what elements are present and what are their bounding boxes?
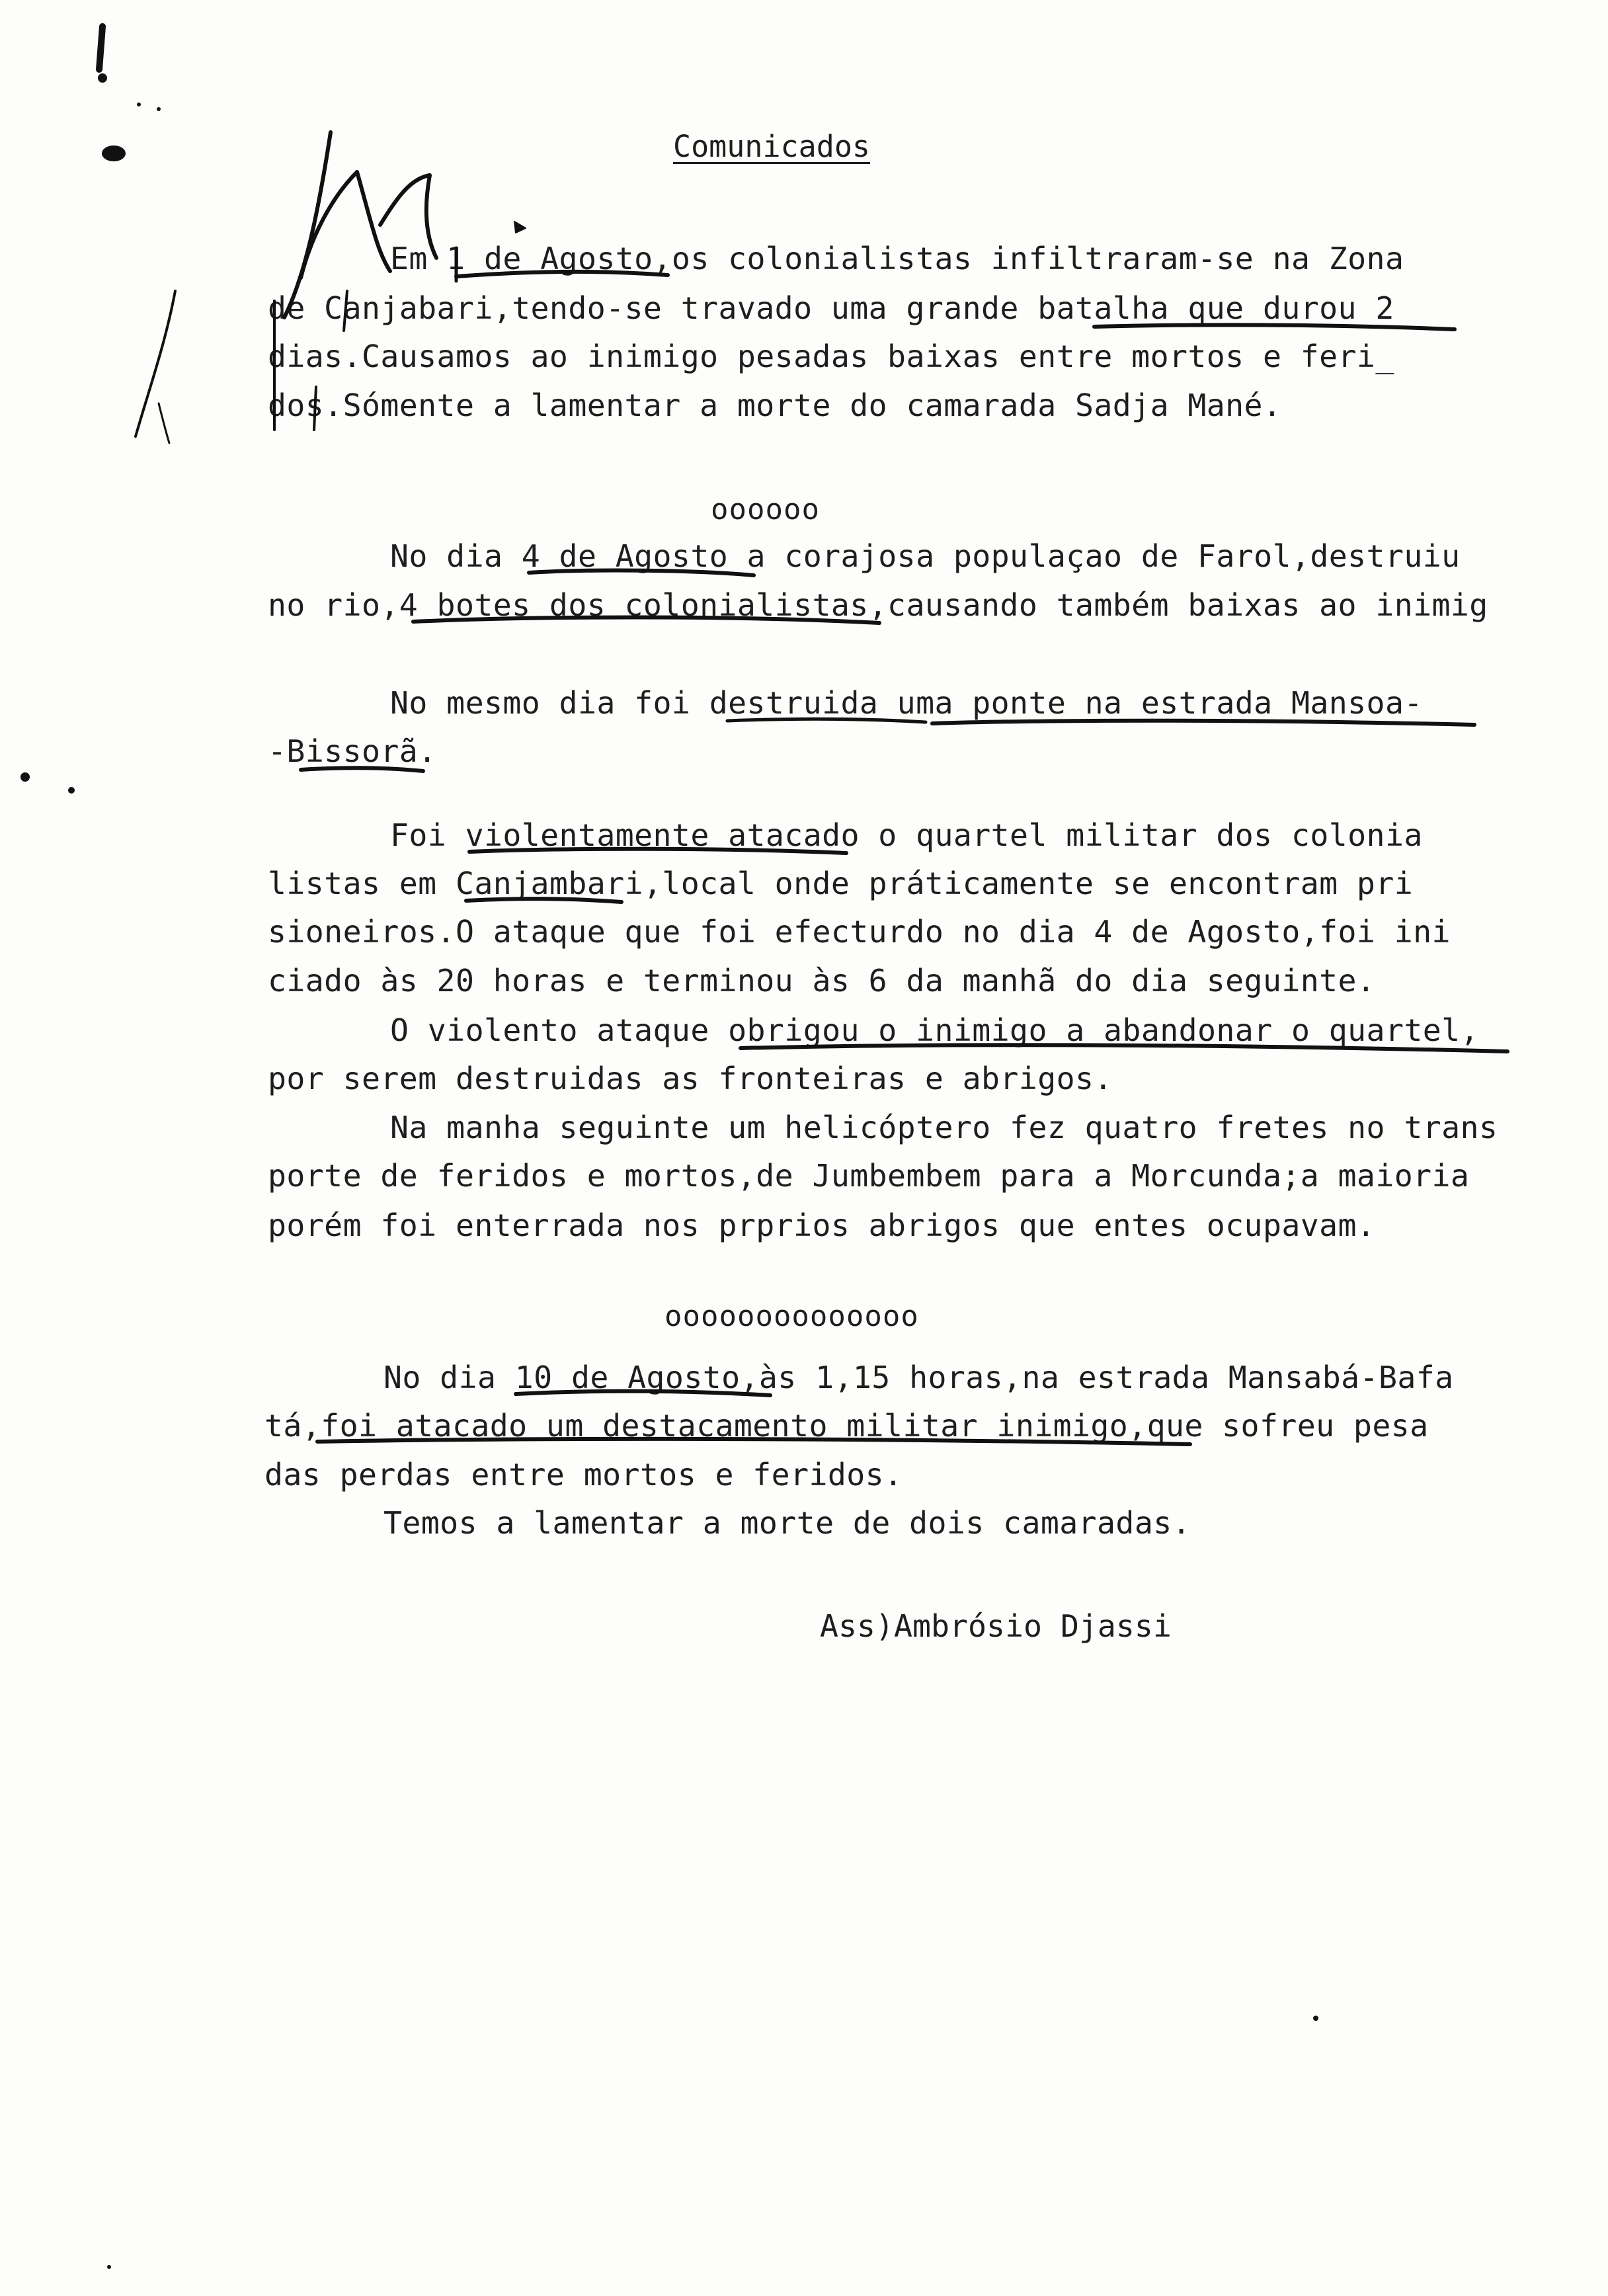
handwritten-initials: [284, 132, 436, 317]
document-title: Comunicados: [673, 129, 871, 164]
margin-dot-3: [68, 787, 75, 794]
p4-line-8: porte de feridos e mortos,de Jumbembem para a Morcunda;a maioria: [268, 1158, 1470, 1194]
p1-line-2: de Canjabari,tendo-se travado uma grande batalha que durou 2: [268, 290, 1394, 326]
p1-line-4: dos.Sómente a lamentar a morte do camarada Sadja Mané.: [268, 388, 1282, 423]
margin-dot-1: [98, 73, 107, 83]
p2-line-2: no rio,4 botes dos colonialistas,causando também baixas ao inimig: [268, 587, 1488, 623]
margin-mark-arc-2: [159, 403, 169, 443]
small-arrow-mark: [514, 222, 526, 233]
p3-line-1: No mesmo dia foi destruida uma ponte na estrada Mansoa-: [390, 685, 1423, 721]
margin-dot-2: [20, 772, 30, 782]
p5-line-4: Temos a lamentar a morte de dois camaradas.: [383, 1505, 1191, 1541]
p4-line-4: ciado às 20 horas e terminou às 6 da manhã do dia seguinte.: [268, 963, 1376, 999]
p1-line-1: Em 1 de Agosto,os colonialistas infiltraram-se na Zona: [390, 241, 1404, 276]
separator-2: oooooooooooooo: [664, 1299, 919, 1333]
p3-line-2: -Bissorã.: [268, 733, 437, 769]
p4-line-2: listas em Canjambari,local onde práticamente se encontram pri: [268, 866, 1414, 901]
margin-dot-4: [137, 102, 141, 106]
p4-line-5: O violento ataque obrigou o inimigo a abandonar o quartel,: [390, 1012, 1479, 1048]
margin-mark-arc: [136, 291, 175, 436]
p4-line-1: Foi violentamente atacado o quartel militar dos colonia: [390, 817, 1423, 853]
margin-blot: [102, 145, 126, 161]
p5-line-2: tá,foi atacado um destacamento militar inimigo,que sofreu pesa: [264, 1408, 1429, 1444]
p5-line-1: No dia 10 de Agosto,às 1,15 horas,na estrada Mansabá-Bafa: [383, 1360, 1454, 1395]
signature: Ass)Ambrósio Djassi: [820, 1608, 1172, 1644]
margin-tick-top: [99, 26, 102, 69]
corner-speck-2: [1313, 2016, 1318, 2021]
p4-line-7: Na manha seguinte um helicóptero fez quatro fretes no trans: [390, 1110, 1498, 1145]
p4-line-6: por serem destruidas as fronteiras e abrigos.: [268, 1061, 1113, 1096]
corner-speck: [107, 2265, 111, 2269]
p4-line-9: porém foi enterrada nos prprios abrigos que entes ocupavam.: [268, 1208, 1376, 1243]
p1-line-3: dias.Causamos ao inimigo pesadas baixas entre mortos e feri_: [268, 339, 1394, 374]
separator-1: oooooo: [711, 493, 820, 526]
p4-line-3: sioneiros.O ataque que foi efecturdo no dia 4 de Agosto,foi ini: [268, 914, 1451, 950]
underline-ponte: [932, 721, 1474, 725]
p5-line-3: das perdas entre mortos e feridos.: [264, 1457, 903, 1493]
margin-dot-5: [157, 107, 161, 111]
p2-line-1: No dia 4 de Agosto a corajosa populaçao de Farol,destruiu: [390, 538, 1461, 574]
